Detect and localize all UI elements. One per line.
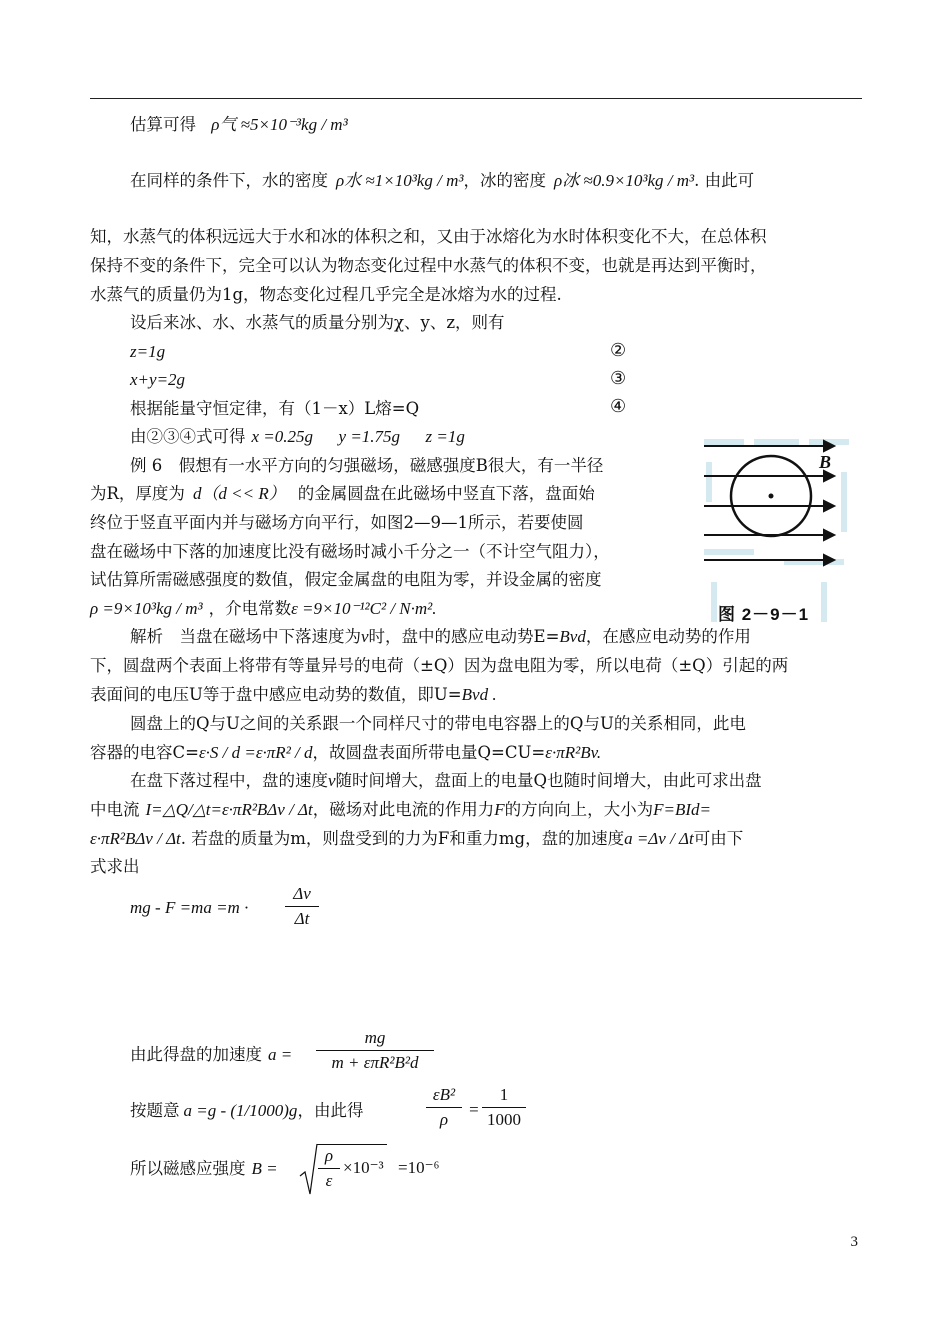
paragraph-line: 终位于竖直平面内并与磁场方向平行，如图2—9—1所示，若要使圆 (90, 513, 584, 532)
text-span: ，介电常数 (208, 599, 292, 618)
formula-acceleration: a =Δv / Δt (624, 829, 694, 848)
paragraph-line: 下，圆盘两个表面上将带有等量异号的电荷（±Q）因为盘电阻为零，所以电荷（±Q）引起的两 (90, 656, 789, 675)
text-span: 由此得盘的加速度 (130, 1045, 262, 1064)
sqrt-exponent: ×10⁻³ (343, 1158, 384, 1177)
sqrt-overline (317, 1144, 387, 1145)
text-field-strength (130, 1158, 278, 1180)
equation-newton-left: mg - F =ma =m · (130, 898, 249, 917)
analysis-line (130, 626, 751, 648)
formula-result: =10⁻⁶ (398, 1158, 440, 1177)
fraction-bar (285, 906, 319, 907)
equation-number-4: ④ (610, 396, 627, 417)
text-span: ，由此得 (297, 1101, 364, 1120)
formula-solutions: x =0.25g y =1.75g z =1g (251, 427, 465, 446)
equation-4: 根据能量守恒定律，有（1－x）L熔=Q (130, 399, 420, 418)
text-span: 在盘下落过程中，盘的速度 (130, 771, 328, 790)
text-span: ，磁场对此电流的作用力 (312, 800, 495, 819)
formula-charge: ε·πR²Bv. (545, 743, 602, 762)
symbol-v: v (328, 771, 336, 790)
text-span: . 若盘的质量为m，则盘受到的力为F和重力mg，盘的加速度 (180, 829, 625, 848)
fraction-denominator: m + επR²B²d (331, 1053, 419, 1072)
paragraph-line: 水蒸气的质量仍为1g，物态变化过程几乎完全是冰熔为水的过程. (90, 285, 562, 304)
text-span: ，故圆盘表面所带电量Q=CU= (312, 743, 546, 762)
paragraph-line (90, 742, 601, 764)
text-span: 表面间的电压U等于盘中感应电动势的数值，即U= (90, 685, 462, 704)
text-span: 解析 当盘在磁场中下落速度为 (130, 627, 361, 646)
paragraph-line: 设后来冰、水、水蒸气的质量分别为χ、y、z，则有 (130, 313, 505, 332)
formula-metal-density: ρ =9×10³kg / m³ (90, 599, 203, 618)
equation-number-3: ③ (610, 368, 627, 389)
formula-force-cont: ε·πR²BΔv / Δt (90, 829, 181, 848)
paragraph-line (90, 598, 437, 620)
text-span: 按题意 (130, 1101, 180, 1120)
equation-3: x+y=2g (130, 370, 186, 389)
formula-emf: Bvd (559, 627, 586, 646)
fraction-denominator: ε (325, 1171, 333, 1190)
paragraph-line: 盘在磁场中下落的加速度比没有磁场时减小千分之一（不计空气阻力）， (90, 542, 610, 561)
sqrt-fraction (318, 1146, 340, 1191)
formula-capacitance: ε·S / d =ε·πR² / d (198, 743, 313, 762)
text-estimate (130, 114, 348, 136)
figure-caption: 图 2－9－1 (718, 605, 810, 624)
text-span: ，在感应电动势的作用 (585, 627, 751, 646)
text-acceleration (130, 1044, 292, 1066)
header-rule (90, 98, 862, 99)
text-densities (130, 170, 754, 192)
ratio-fraction (426, 1085, 462, 1130)
formula-current: I=△Q/△t=ε·πR²BΔv / Δt (145, 800, 313, 819)
figure-label-b: B (819, 452, 832, 472)
paragraph-line (130, 770, 762, 792)
fraction-denominator: 1000 (487, 1110, 521, 1129)
fraction-numerator: 1 (499, 1085, 509, 1104)
fraction-denominator: Δt (294, 909, 310, 928)
paragraph-line: 试估算所需磁感强度的数值，假定金属盘的电阻为零，并设金属的密度 (90, 570, 602, 589)
example-6-title: 例 6 假想有一水平方向的匀强磁场，磁感强度B很大，有一半径 (130, 456, 604, 475)
paragraph-line (90, 828, 743, 850)
paragraph-line (90, 483, 595, 505)
text-span: 估算可得 (130, 115, 196, 134)
formula-voltage: Bvd . (461, 685, 497, 704)
text-span: 容器的电容C= (90, 743, 199, 762)
thousandth-fraction (482, 1085, 526, 1130)
fraction-bar (316, 1050, 434, 1051)
text-span: 由②③④式可得 (130, 427, 246, 446)
fraction-numerator: Δv (293, 884, 311, 903)
equation-2: z=1g (130, 342, 166, 361)
equation-number-2: ② (610, 340, 627, 361)
fraction-numerator: mg (364, 1028, 386, 1047)
paragraph-line: 知，水蒸气的体积远远大于水和冰的体积之和，又由于冰熔化为水时体积变化不大，在总体积 (90, 227, 767, 246)
equals-sign: = (468, 1100, 480, 1119)
paragraph-line (90, 684, 497, 706)
acceleration-fraction (316, 1028, 434, 1073)
formula-force: F=BId= (653, 800, 712, 819)
text-span: ，冰的密度 (463, 171, 546, 190)
text-span: 可由下 (693, 829, 744, 848)
paragraph-line (90, 799, 711, 821)
page-number: 3 (850, 1234, 858, 1250)
sqrt-sign (298, 1142, 318, 1198)
fraction-bar (482, 1107, 526, 1108)
text-span: 随时间增大，盘面上的电量Q也随时间增大，由此可求出盘 (335, 771, 762, 790)
text-span: 为R，厚度为 (90, 484, 185, 503)
symbol-v: v (361, 627, 369, 646)
text-solution-values (130, 426, 465, 448)
fraction-denominator: ρ (439, 1110, 449, 1129)
text-span: 所以磁感应强度 (130, 1159, 246, 1178)
formula-b-equals: B = (251, 1159, 278, 1178)
paragraph-line: 保持不变的条件下，完全可以认为物态变化过程中水蒸气的体积不变，也就是再达到平衡时， (90, 256, 767, 275)
text-span: . 由此可 (694, 171, 755, 190)
text-span: 在同样的条件下，水的密度 (130, 171, 328, 190)
text-span: 中电流 (90, 800, 140, 819)
paragraph-line: 圆盘上的Q与U之间的关系跟一个同样尺寸的带电电容器上的Q与U的关系相同，此电 (130, 714, 746, 733)
formula-vapor-density: ρ气 ≈5×10⁻³kg / m³ (211, 115, 348, 134)
formula-water-density: ρ水 ≈1×10³kg / m³ (336, 171, 464, 190)
text-span: 的金属圆盘在此磁场中竖直下落，盘面始 (297, 484, 595, 503)
fraction-bar (318, 1168, 340, 1169)
formula-a-reduced: a =g - (1/1000)g (183, 1101, 298, 1120)
formula-thickness: d（d << R） (192, 484, 286, 503)
formula-permittivity: ε =9×10⁻¹²C² / N·m². (291, 599, 437, 618)
text-span: 的方向向上，大小为 (504, 800, 654, 819)
fraction-bar (426, 1107, 462, 1108)
text-by-problem (130, 1100, 363, 1122)
fraction-numerator: ρ (324, 1146, 334, 1165)
formula-a-equals: a = (268, 1045, 293, 1064)
paragraph-line: 式求出 (90, 857, 140, 876)
equation-newton-fraction (285, 884, 319, 929)
formula-ice-density: ρ冰 ≈0.9×10³kg / m³ (553, 171, 695, 190)
text-span: 时，盘中的感应电动势E= (368, 627, 560, 646)
symbol-f: F (494, 800, 505, 819)
fraction-numerator: εB² (432, 1085, 456, 1104)
